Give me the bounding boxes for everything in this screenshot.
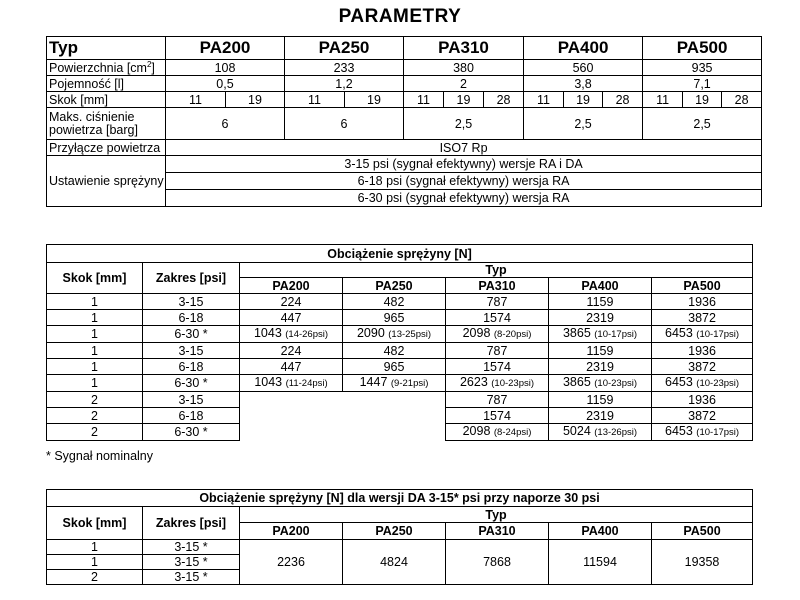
range-cell: 6-30 * (143, 326, 240, 343)
range-header: Zakres [psi] (143, 507, 240, 540)
load-value: 482 (383, 294, 405, 309)
parameters-table (46, 36, 762, 207)
load-range-note: (10-23psi) (696, 378, 740, 389)
pressure-value: 6 (285, 108, 404, 140)
spring-load-table (46, 244, 753, 441)
da-value-cell: 2236 (240, 540, 343, 585)
model-header: PA500 (652, 278, 753, 294)
volume-value: 1,2 (285, 76, 404, 92)
stroke-cell: 1 (47, 343, 143, 359)
load-value-cell (446, 310, 549, 326)
load-value-cell (652, 343, 753, 359)
load-value-cell (549, 424, 652, 441)
stroke-header: Skok [mm] (47, 263, 143, 294)
load-range-note: (10-23psi) (594, 378, 638, 389)
pressure-value: 2,5 (404, 108, 524, 140)
load-value-cell (446, 392, 549, 408)
load-value: 3872 (688, 310, 716, 325)
range-header: Zakres [psi] (143, 263, 240, 294)
type-header: Typ (240, 507, 753, 523)
load-value: 1159 (586, 294, 614, 309)
volume-value: 2 (404, 76, 524, 92)
load-value: 482 (383, 343, 405, 358)
load-value-cell (549, 375, 652, 392)
area-value: 108 (166, 60, 285, 76)
spring-setting-value: 6-18 psi (sygnał efektywny) wersja RA (166, 173, 762, 190)
stroke-value: 11 (285, 92, 345, 108)
load-range-note: (13-25psi) (388, 329, 432, 340)
load-value: 2319 (586, 310, 614, 325)
load-range-note: (10-17psi) (696, 329, 740, 340)
stroke-cell: 2 (47, 392, 143, 408)
page-title: PARAMETRY (338, 6, 462, 27)
stroke-value: 19 (226, 92, 285, 108)
load-value-cell (240, 408, 343, 424)
area-label: Powierzchnia $[cm^2]$ (47, 60, 166, 76)
load-value: 965 (383, 310, 405, 325)
da-value-cell: 7868 (446, 540, 549, 585)
spring-setting-label-spacer (47, 156, 166, 173)
da-range-cell: 3-15 * (143, 540, 240, 555)
table-row (47, 326, 753, 343)
load-value: 1159 (586, 392, 614, 407)
model-header: PA500 (652, 523, 753, 540)
connection-label: Przyłącze powietrza (47, 140, 166, 156)
model-header: PA400 (549, 278, 652, 294)
da-value-cell: 11594 (549, 540, 652, 585)
load-value-cell (549, 359, 652, 375)
stroke-value: 11 (166, 92, 226, 108)
load-value-cell (549, 343, 652, 359)
stroke-cell: 2 (47, 424, 143, 441)
range-cell: 3-15 (143, 392, 240, 408)
stroke-value: 28 (603, 92, 643, 108)
spring-setting-label-spacer (47, 190, 166, 207)
load-value-cell (343, 359, 446, 375)
load-value: 1574 (483, 408, 511, 423)
type-header: Typ (240, 263, 753, 278)
load-value-cell (652, 392, 753, 408)
type-header: Typ (47, 37, 166, 60)
load-value-cell (652, 310, 753, 326)
load-range-note: (10-23psi) (491, 378, 535, 389)
model-header: PA310 (446, 523, 549, 540)
model-header: PA200 (166, 37, 285, 60)
range-cell: 6-30 * (143, 375, 240, 392)
load-value-cell (446, 294, 549, 310)
load-value-cell (652, 359, 753, 375)
connection-value: ISO7 Rp (166, 140, 762, 156)
stroke-value: 19 (683, 92, 722, 108)
table-row (47, 424, 753, 441)
load-value: 3872 (688, 359, 716, 374)
stroke-value: 11 (404, 92, 444, 108)
volume-value: 3,8 (524, 76, 643, 92)
footnote: * Sygnał nominalny (46, 449, 154, 463)
load-value: 2090 (356, 326, 389, 340)
load-value-cell (446, 343, 549, 359)
load-value-cell (240, 392, 343, 408)
load-value: 5024 (562, 424, 595, 438)
load-value-cell (446, 326, 549, 343)
model-header: PA310 (446, 278, 549, 294)
load-value: 3872 (688, 408, 716, 423)
model-header: PA500 (643, 37, 762, 60)
range-cell: 3-15 (143, 294, 240, 310)
model-header: PA200 (240, 278, 343, 294)
load-value-cell (446, 359, 549, 375)
load-value-cell (343, 424, 446, 441)
stroke-value: 28 (722, 92, 762, 108)
model-header: PA250 (285, 37, 404, 60)
range-cell: 6-18 (143, 359, 240, 375)
load-value: 787 (486, 294, 508, 309)
load-value: 2319 (586, 408, 614, 423)
load-value-cell (652, 326, 753, 343)
load-value: 6453 (665, 326, 697, 340)
area-value: 935 (643, 60, 762, 76)
load-value-cell (343, 408, 446, 424)
load-value: 1936 (688, 343, 716, 358)
load-value: 3865 (562, 326, 595, 340)
spring-setting-value: 3-15 psi (sygnał efektywny) wersje RA i DA (166, 156, 762, 173)
load-value: 6453 (665, 424, 697, 438)
stroke-label: Skok [mm] (47, 92, 166, 108)
range-cell: 6-30 * (143, 424, 240, 441)
stroke-cell: 1 (47, 359, 143, 375)
area-value: 233 (285, 60, 404, 76)
range-cell: 6-18 (143, 408, 240, 424)
load-value: 224 (280, 343, 302, 358)
area-value: 560 (524, 60, 643, 76)
load-range-note: (8-24psi) (493, 427, 532, 438)
load-value-cell (343, 326, 446, 343)
volume-value: 0,5 (166, 76, 285, 92)
range-cell: 3-15 (143, 343, 240, 359)
load-range-note: (11-24psi) (285, 378, 328, 389)
load-value-cell (652, 375, 753, 392)
pressure-value: 2,5 (643, 108, 762, 140)
load-value-cell (446, 408, 549, 424)
da-stroke-cell: 2 (47, 570, 143, 585)
stroke-value: 11 (524, 92, 564, 108)
load-value-cell (240, 326, 343, 343)
da-spring-load-table (46, 489, 753, 585)
stroke-cell: 1 (47, 294, 143, 310)
load-value: 965 (383, 359, 405, 374)
table-row (47, 294, 753, 310)
load-value: 1574 (483, 359, 511, 374)
volume-label: Pojemność [l] (47, 76, 166, 92)
range-cell: 6-18 (143, 310, 240, 326)
pressure-value: 6 (166, 108, 285, 140)
load-value-cell (240, 343, 343, 359)
stroke-cell: 1 (47, 375, 143, 392)
table-row (47, 343, 753, 359)
da-range-cell: 3-15 * (143, 555, 240, 570)
table-row (47, 310, 753, 326)
da-table-title: Obciążenie sprężyny [N] dla wersji DA 3-15* psi przy naporze 30 psi (47, 490, 753, 507)
load-value-cell (549, 310, 652, 326)
load-value-cell (240, 375, 343, 392)
pressure-value: 2,5 (524, 108, 643, 140)
load-value: 1043 (254, 375, 286, 389)
load-value-cell (343, 310, 446, 326)
load-value: 1043 (253, 326, 286, 340)
load-value: 1936 (688, 294, 716, 309)
stroke-value: 19 (444, 92, 484, 108)
load-value: 1159 (586, 343, 614, 358)
stroke-value: 28 (484, 92, 524, 108)
load-range-note: (9-21psi) (390, 378, 429, 389)
load-value: 2319 (586, 359, 614, 374)
load-value-cell (240, 310, 343, 326)
stroke-cell: 1 (47, 326, 143, 343)
load-value: 2623 (459, 375, 492, 389)
pressure-label: Maks. ciśnienie powietrza [barg] (47, 108, 166, 140)
load-value-cell (549, 326, 652, 343)
load-value-cell (240, 294, 343, 310)
stroke-cell: 1 (47, 310, 143, 326)
load-value: 447 (280, 310, 302, 325)
model-header: PA200 (240, 523, 343, 540)
model-header: PA400 (549, 523, 652, 540)
load-range-note: (13-26psi) (594, 427, 638, 438)
load-value-cell (343, 294, 446, 310)
load-value: 2098 (462, 326, 494, 340)
table-row (47, 408, 753, 424)
load-value: 3865 (562, 375, 595, 389)
stroke-header: Skok [mm] (47, 507, 143, 540)
load-value: 1936 (688, 392, 716, 407)
load-value: 787 (486, 343, 508, 358)
load-value-cell (549, 408, 652, 424)
stroke-value: 11 (643, 92, 683, 108)
load-range-note: (14-26psi) (285, 329, 329, 340)
load-value: 447 (280, 359, 302, 374)
model-header: PA400 (524, 37, 643, 60)
load-value-cell (652, 424, 753, 441)
load-value-cell (343, 343, 446, 359)
load-value: 224 (280, 294, 302, 309)
load-value-cell (343, 392, 446, 408)
load-range-note: (10-17psi) (594, 329, 638, 340)
table-row (47, 392, 753, 408)
load-range-note: (8-20psi) (493, 329, 532, 340)
model-header: PA250 (343, 278, 446, 294)
load-value-cell (343, 375, 446, 392)
table-row (47, 359, 753, 375)
load-value: 6453 (665, 375, 697, 389)
load-range-note: (10-17psi) (696, 427, 740, 438)
volume-value: 7,1 (643, 76, 762, 92)
load-value-cell (549, 392, 652, 408)
spring-setting-value: 6-30 psi (sygnał efektywny) wersja RA (166, 190, 762, 207)
load-value-cell (240, 359, 343, 375)
stroke-value: 19 (564, 92, 603, 108)
load-value-cell (446, 424, 549, 441)
model-header: PA250 (343, 523, 446, 540)
da-value-cell: 4824 (343, 540, 446, 585)
model-header: PA310 (404, 37, 524, 60)
stroke-value: 19 (345, 92, 404, 108)
load-value: 1447 (359, 375, 391, 389)
load-value: 1574 (483, 310, 511, 325)
load-value: 2098 (462, 424, 494, 438)
load-value: 787 (486, 392, 508, 407)
load-value-cell (240, 424, 343, 441)
stroke-cell: 2 (47, 408, 143, 424)
load-value-cell (652, 408, 753, 424)
da-value-cell: 19358 (652, 540, 753, 585)
spring-setting-label: Ustawienie sprężyny (47, 173, 166, 190)
load-value-cell (446, 375, 549, 392)
da-stroke-cell: 1 (47, 555, 143, 570)
table-row (47, 375, 753, 392)
da-stroke-cell: 1 (47, 540, 143, 555)
load-value-cell (549, 294, 652, 310)
load-value-cell (652, 294, 753, 310)
spring-load-title: Obciążenie sprężyny [N] (47, 245, 753, 263)
area-value: 380 (404, 60, 524, 76)
da-range-cell: 3-15 * (143, 570, 240, 585)
